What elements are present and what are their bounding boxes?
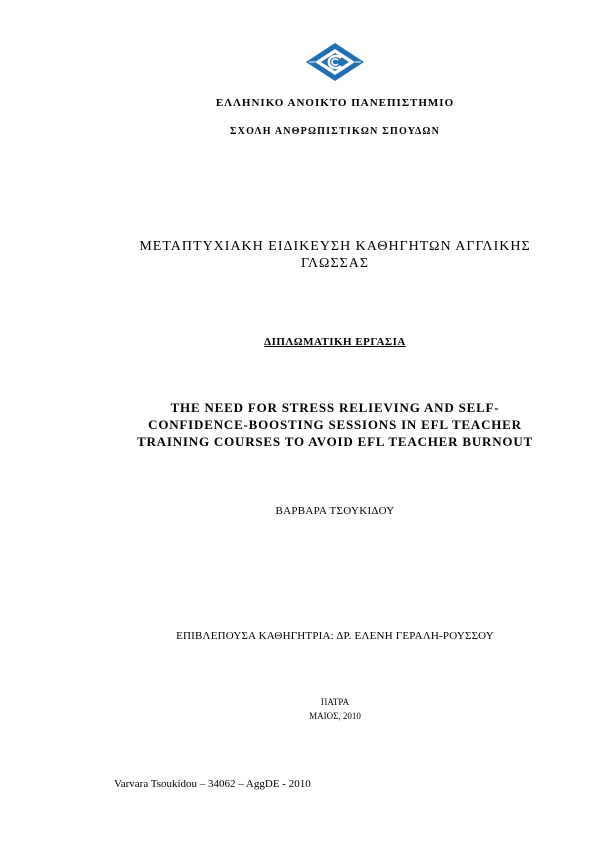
school-name: ΣΧΟΛΗ ΑΝΘΡΩΠΙΣΤΙΚΩΝ ΣΠΟΥΔΩΝ bbox=[229, 126, 441, 137]
supervisor: ΕΠΙΒΛΕΠΟΥΣΑ ΚΑΘΗΓΗΤΡΙΑ: ΔΡ. ΕΛΕΝΗ ΓΕΡΑΛΗ-ΡΟΥΣΣΟΥ bbox=[176, 630, 494, 642]
program-title-line-1: ΜΕΤΑΠΤΥΧΙΑΚΗ ΕΙΔΙΚΕΥΣΗ ΚΑΘΗΓΗΤΩΝ ΑΓΓΛΙΚΗΣ bbox=[139, 239, 531, 254]
date: ΜΑΙΟΣ, 2010 bbox=[309, 711, 361, 721]
place: ΠΑΤΡΑ bbox=[320, 697, 350, 707]
thesis-title bbox=[35, 399, 600, 450]
author-name: ΒΑΡΒΑΡΑ ΤΣΟΥΚΙΔΟΥ bbox=[275, 505, 395, 517]
page-footer: Varvara Tsoukidou – 34062 – AggDE - 2010 bbox=[114, 778, 311, 790]
program-title bbox=[35, 238, 600, 272]
university-emblem-icon bbox=[305, 42, 365, 82]
thesis-title-line-3: TRAINING COURSES TO AVOID EFL TEACHER BURNOUT bbox=[137, 434, 533, 449]
program-title-line-2: ΓΛΩΣΣΑΣ bbox=[300, 256, 370, 271]
thesis-type: ΔΙΠΛΩΜΑΤΙΚΗ ΕΡΓΑΣΙΑ bbox=[264, 336, 406, 348]
university-name: ΕΛΛΗΝΙΚΟ ΑΝΟΙΚΤΟ ΠΑΝΕΠΙΣΤΗΜΙΟ bbox=[215, 97, 455, 109]
thesis-title-line-2: CONFIDENCE-BOOSTING SESSIONS IN EFL TEACHER bbox=[148, 417, 522, 432]
thesis-title-line-1: THE NEED FOR STRESS RELIEVING AND SELF- bbox=[170, 400, 500, 415]
